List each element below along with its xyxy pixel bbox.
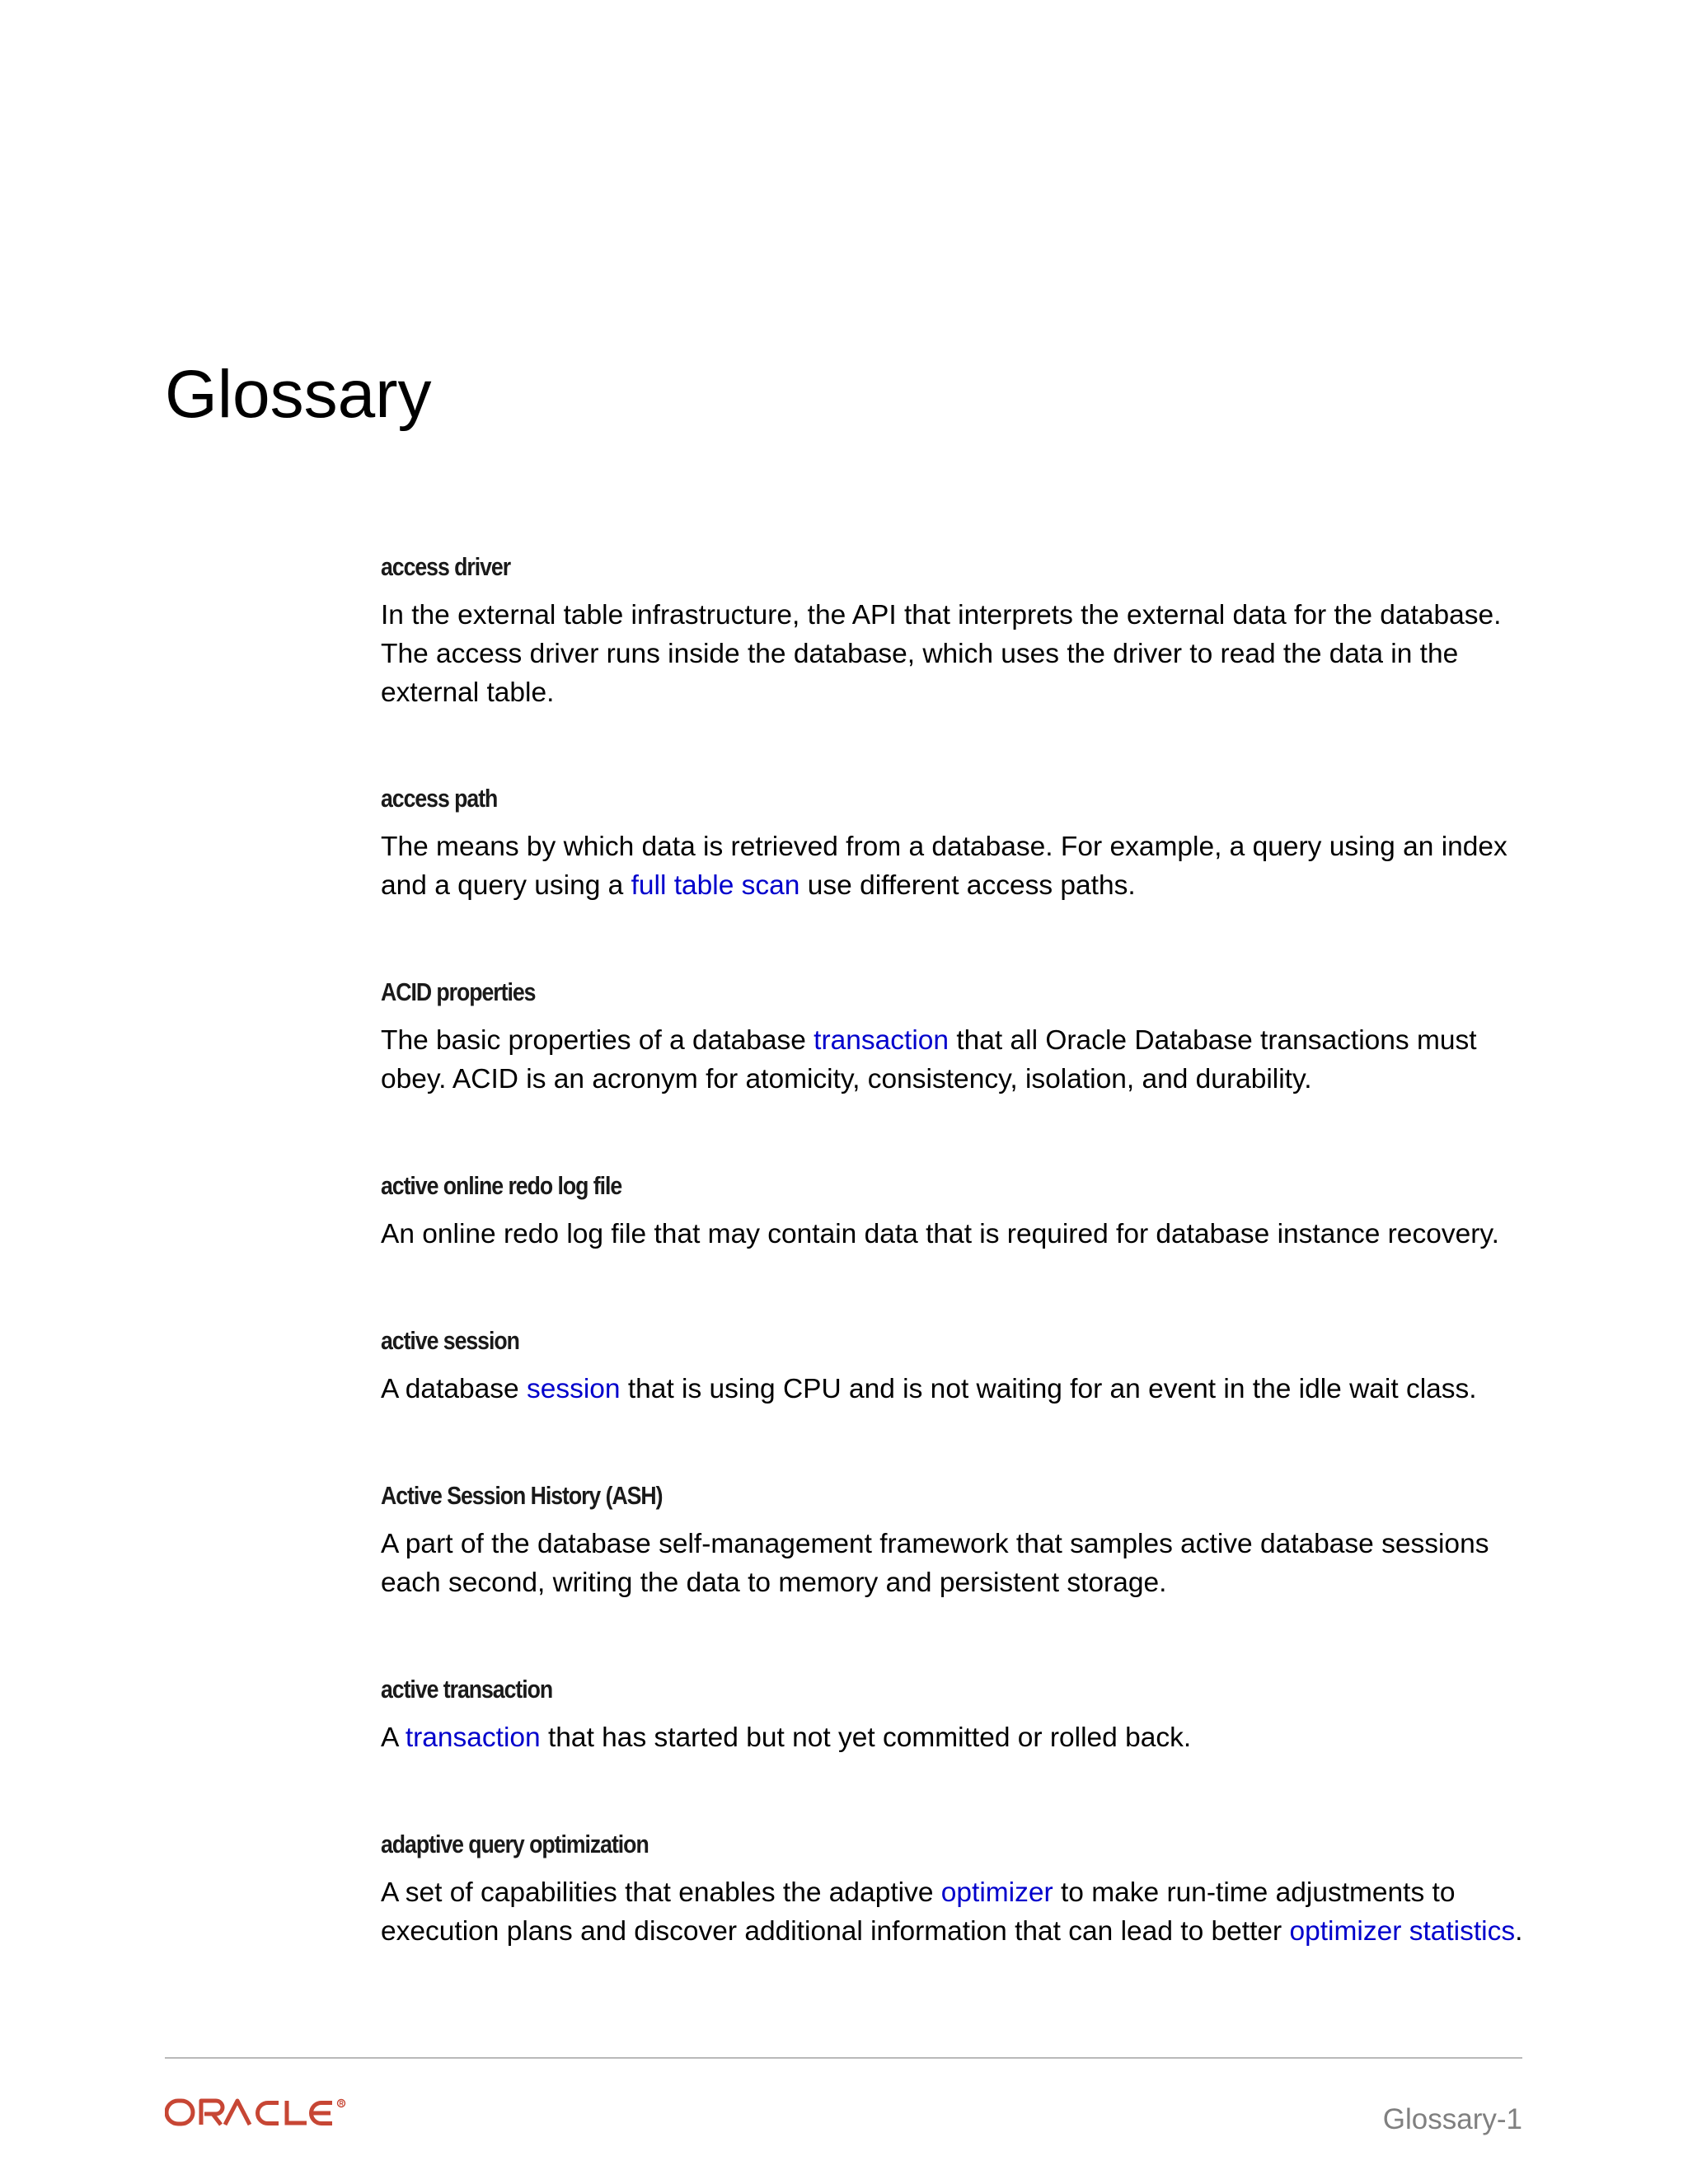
definition-text: use different access paths.	[799, 870, 1136, 901]
glossary-term: active online redo log file	[381, 1171, 622, 1200]
glossary-entry	[381, 1829, 1535, 1951]
glossary-term: active session	[381, 1326, 519, 1355]
glossary-entry	[381, 783, 1535, 905]
glossary-definition	[381, 1718, 1535, 1757]
definition-text: to make run-time adjustments to execution plans and discover additional information that can lead to better	[381, 1877, 1456, 1947]
definition-text: An online redo log file that may contain data that is required for database instance recovery.	[381, 1219, 1499, 1249]
definition-text: A	[381, 1722, 406, 1753]
glossary-term: access driver	[381, 552, 511, 581]
glossary-definition	[381, 1021, 1535, 1099]
glossary-definition	[381, 1525, 1535, 1602]
page-title: Glossary	[165, 357, 432, 432]
link-transaction[interactable]: transaction	[814, 1025, 950, 1056]
definition-text: A set of capabilities that enables the adaptive	[381, 1877, 941, 1908]
link-transaction[interactable]: transaction	[405, 1722, 541, 1753]
definition-text: The means by which data is retrieved from a database. For example, a query using an index and a query using a	[381, 832, 1507, 901]
definition-text: .	[1515, 1916, 1523, 1947]
glossary-entry	[381, 1170, 1535, 1254]
definition-text: A database	[381, 1374, 527, 1404]
link-session[interactable]: session	[526, 1374, 621, 1404]
glossary-entry	[381, 551, 1535, 712]
oracle-logo	[165, 2098, 348, 2126]
definition-text: that is using CPU and is not waiting for an event in the idle wait class.	[620, 1374, 1477, 1404]
glossary-term: active transaction	[381, 1675, 553, 1704]
glossary-term: access path	[381, 784, 498, 813]
definition-text: that has started but not yet committed or rolled back.	[540, 1722, 1192, 1753]
definition-text: that all Oracle Database transactions must obey. ACID is an acronym for atomicity, consistency, isolation, and durability.	[381, 1025, 1477, 1094]
definition-text: In the external table infrastructure, the API that interprets the external data for the database. The access driver runs inside the database, which uses the driver to read the data in the external table.	[381, 600, 1502, 708]
glossary-entry	[381, 1674, 1535, 1757]
link-full-table-scan[interactable]: full table scan	[631, 870, 800, 901]
link-optimizer[interactable]: optimizer	[940, 1877, 1053, 1908]
glossary-term: Active Session History (ASH)	[381, 1481, 663, 1510]
footer-divider	[165, 2057, 1522, 2059]
page-number: Glossary-1	[1382, 2103, 1522, 2135]
definition-text: The basic properties of a database	[381, 1025, 814, 1056]
glossary-definition	[381, 827, 1535, 905]
glossary-entry	[381, 1325, 1535, 1408]
glossary-entry	[381, 1480, 1535, 1602]
glossary-definition	[381, 1370, 1535, 1408]
link-optimizer-statistics[interactable]: optimizer statistics	[1289, 1916, 1516, 1947]
glossary-definition	[381, 1215, 1535, 1254]
definition-text: A part of the database self-management framework that samples active database sessions each second, writing the data to memory and persistent storage.	[381, 1529, 1489, 1598]
glossary-definition	[381, 596, 1535, 712]
glossary-definition	[381, 1873, 1535, 1951]
glossary-term: adaptive query optimization	[381, 1830, 649, 1858]
glossary-term: ACID properties	[381, 977, 536, 1006]
glossary-entry	[381, 977, 1535, 1099]
